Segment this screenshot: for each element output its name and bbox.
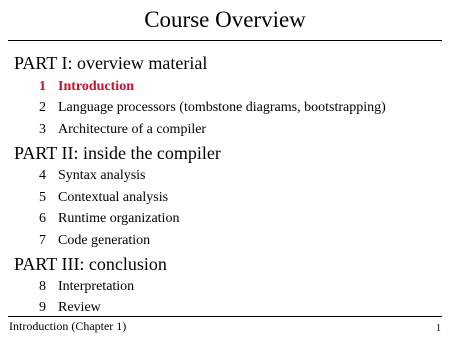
item-label: Runtime organization (58, 211, 180, 226)
list-item (33, 121, 206, 139)
list-item (33, 232, 150, 250)
item-label: Interpretation (58, 279, 135, 294)
list-item (33, 99, 386, 117)
item-label: Review (58, 300, 101, 315)
item-label: Architecture of a compiler (58, 122, 207, 137)
item-number: 9 (39, 300, 46, 315)
item-label: Introduction (58, 79, 134, 94)
part-2-heading: PART II: inside the compiler (14, 143, 221, 163)
part-1-heading: PART I: overview material (14, 53, 208, 73)
list-item (33, 299, 101, 317)
footer-chapter: Introduction (Chapter 1) (9, 319, 127, 333)
page-number: 1 (436, 323, 441, 334)
footer-rule (8, 316, 442, 317)
item-number: 5 (39, 190, 46, 205)
item-label: Code generation (58, 233, 151, 248)
slide-title: Course Overview (144, 7, 306, 32)
part-3-heading: PART III: conclusion (14, 254, 167, 274)
item-number: 6 (39, 211, 46, 226)
item-number: 2 (39, 100, 46, 115)
title-rule (8, 40, 442, 41)
list-item (33, 78, 134, 96)
item-label: Language processors (tombstone diagrams, bootstrapping) (58, 100, 386, 115)
item-number: 4 (39, 168, 46, 183)
item-number: 8 (39, 279, 46, 294)
item-label: Syntax analysis (58, 168, 146, 183)
list-item (33, 189, 168, 207)
list-item (33, 167, 146, 185)
item-number: 7 (39, 233, 46, 248)
item-number: 3 (39, 122, 46, 137)
list-item (33, 210, 179, 228)
item-number: 1 (39, 79, 46, 94)
item-label: Contextual analysis (58, 190, 169, 205)
list-item (33, 278, 134, 296)
